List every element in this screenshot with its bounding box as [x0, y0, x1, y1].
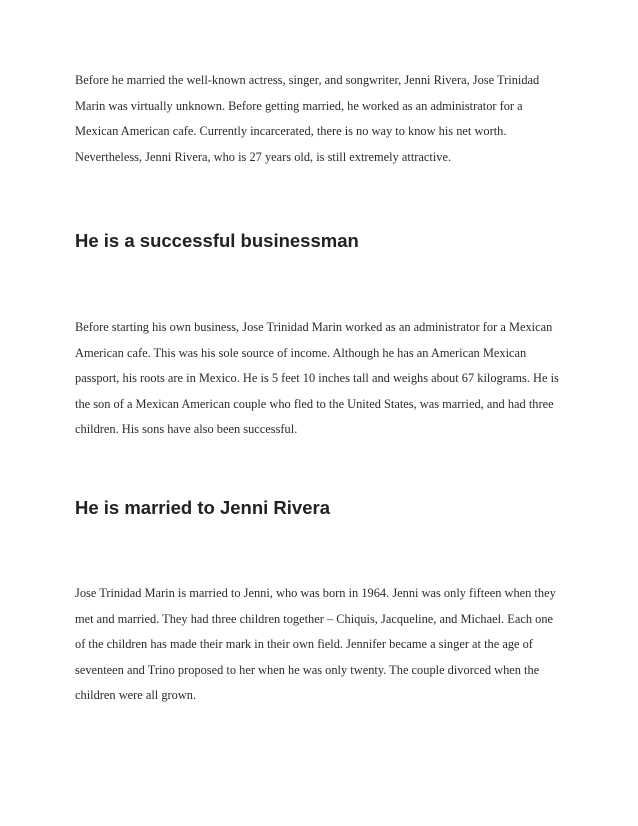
- paragraph-marriage: Jose Trinidad Marin is married to Jenni, who was born in 1964. Jenni was only fifteen when they met and married. They had three children together – Chiquis, Jacqueline, and Michael. Each one of the children has made their mark in their own field. Jennifer became a singer at the age of seventeen and Trino proposed to her when he was only twenty. The couple divorced when the children were all grown.: [75, 586, 556, 702]
- business-section: [75, 315, 565, 443]
- paragraph-intro: Before he married the well-known actress, singer, and songwriter, Jenni Rivera, Jose Trinidad Marin was virtually unknown. Before getting married, he worked as an administrator for a Mexican American cafe. Currently incarcerated, there is no way to know his net worth. Nevertheless, Jenni Rivera, who is 27 years old, is still extremely attractive.: [75, 73, 540, 164]
- marriage-heading-section: [75, 496, 565, 520]
- marriage-section: [75, 581, 565, 709]
- intro-section: [75, 68, 565, 170]
- heading-married-jenni-rivera: He is married to Jenni Rivera: [75, 497, 330, 518]
- business-heading-section: [75, 229, 565, 253]
- heading-successful-businessman: He is a successful businessman: [75, 230, 359, 251]
- paragraph-business: Before starting his own business, Jose Trinidad Marin worked as an administrator for a Mexican American cafe. This was his sole source of income. Although he has an American Mexican passport, his roots are in Mexico. He is 5 feet 10 inches tall and weighs about 67 kilograms. He is the son of a Mexican American couple who fled to the United States, was married, and had three children. His sons have also been successful.: [75, 320, 559, 436]
